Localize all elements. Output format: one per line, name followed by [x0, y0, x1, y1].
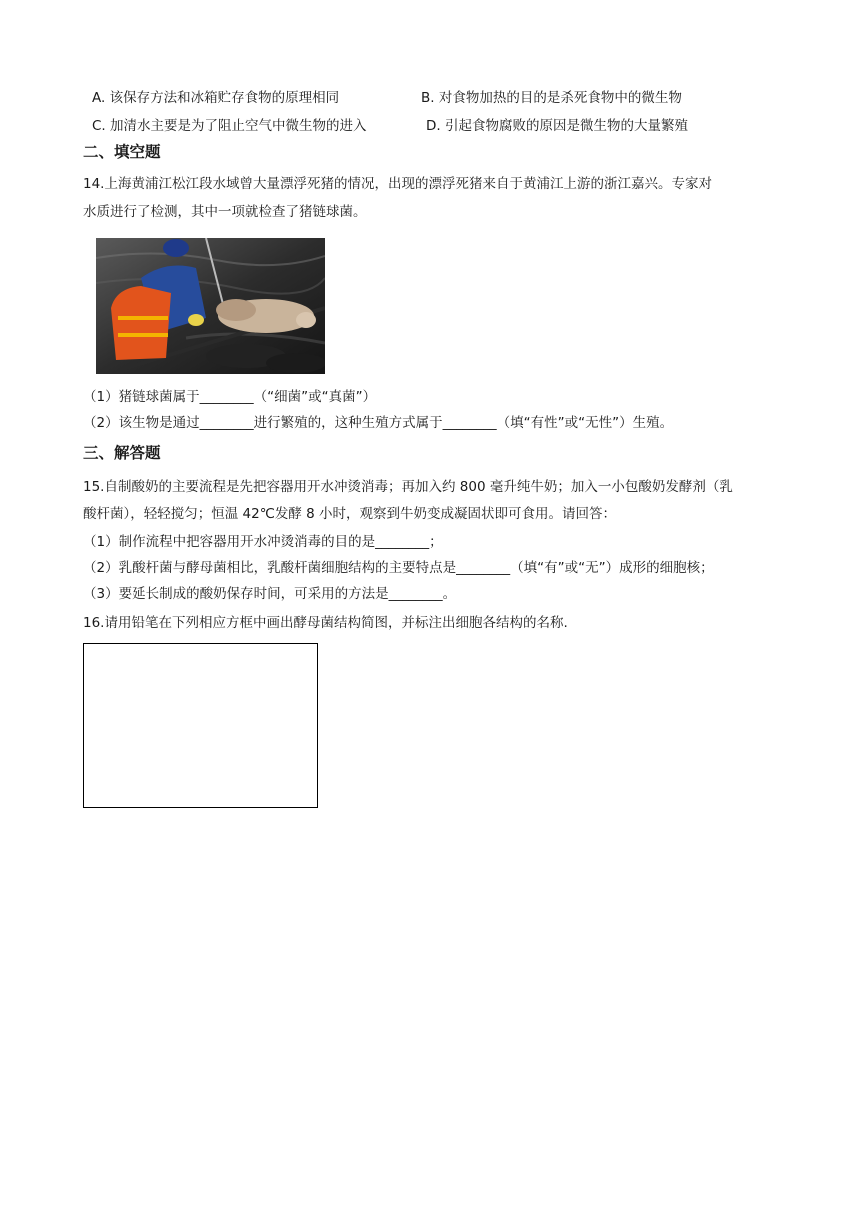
option-b: B. 对食物加热的目的是杀死食物中的微生物: [421, 90, 682, 106]
q15-sub1: （1）制作流程中把容器用开水冲烫消毒的目的是________；: [83, 534, 443, 550]
q16-stem: 16.请用铅笔在下列相应方框中画出酵母菌结构简图，并标注出细胞各结构的名称.: [83, 615, 568, 631]
section-title-fill-in: 二、填空题: [83, 143, 161, 161]
drawing-answer-box[interactable]: [83, 643, 318, 808]
option-d: D. 引起食物腐败的原因是微生物的大量繁殖: [426, 118, 688, 134]
q15-sub2: （2）乳酸杆菌与酵母菌相比，乳酸杆菌细胞结构的主要特点是________（填“有”或“无”）成形的细胞核；: [83, 560, 714, 576]
q14-stem-line1: 14.上海黄浦江松江段水域曾大量漂浮死猪的情况，出现的漂浮死猪来自于黄浦江上游的浙江嘉兴。专家对: [83, 176, 712, 192]
option-a: A. 该保存方法和冰箱贮存食物的原理相同: [92, 90, 340, 106]
q14-sub2: （2）该生物是通过________进行繁殖的，这种生殖方式属于________（填“有性”或“无性”）生殖。: [83, 415, 674, 431]
q14-sub1: （1）猪链球菌属于________（“细菌”或“真菌”）: [83, 389, 377, 405]
q15-stem-line2: 酸杆菌），轻轻搅匀；恒温 42℃发酵 8 小时，观察到牛奶变成凝固状即可食用。请回答：: [83, 506, 617, 522]
q15-stem-line1: 15.自制酸奶的主要流程是先把容器用开水冲烫消毒；再加入约 800 毫升纯牛奶；加入一小包酸奶发酵剂（乳: [83, 479, 733, 495]
option-c: C. 加清水主要是为了阻止空气中微生物的进入: [92, 118, 367, 134]
section-title-answer: 三、解答题: [83, 444, 161, 462]
q15-sub3: （3）要延长制成的酸奶保存时间，可采用的方法是________。: [83, 586, 457, 602]
dead-pig-photo: [96, 238, 325, 374]
photo-illustration: [96, 238, 325, 374]
q14-stem-line2: 水质进行了检测，其中一项就检查了猪链球菌。: [83, 204, 367, 220]
